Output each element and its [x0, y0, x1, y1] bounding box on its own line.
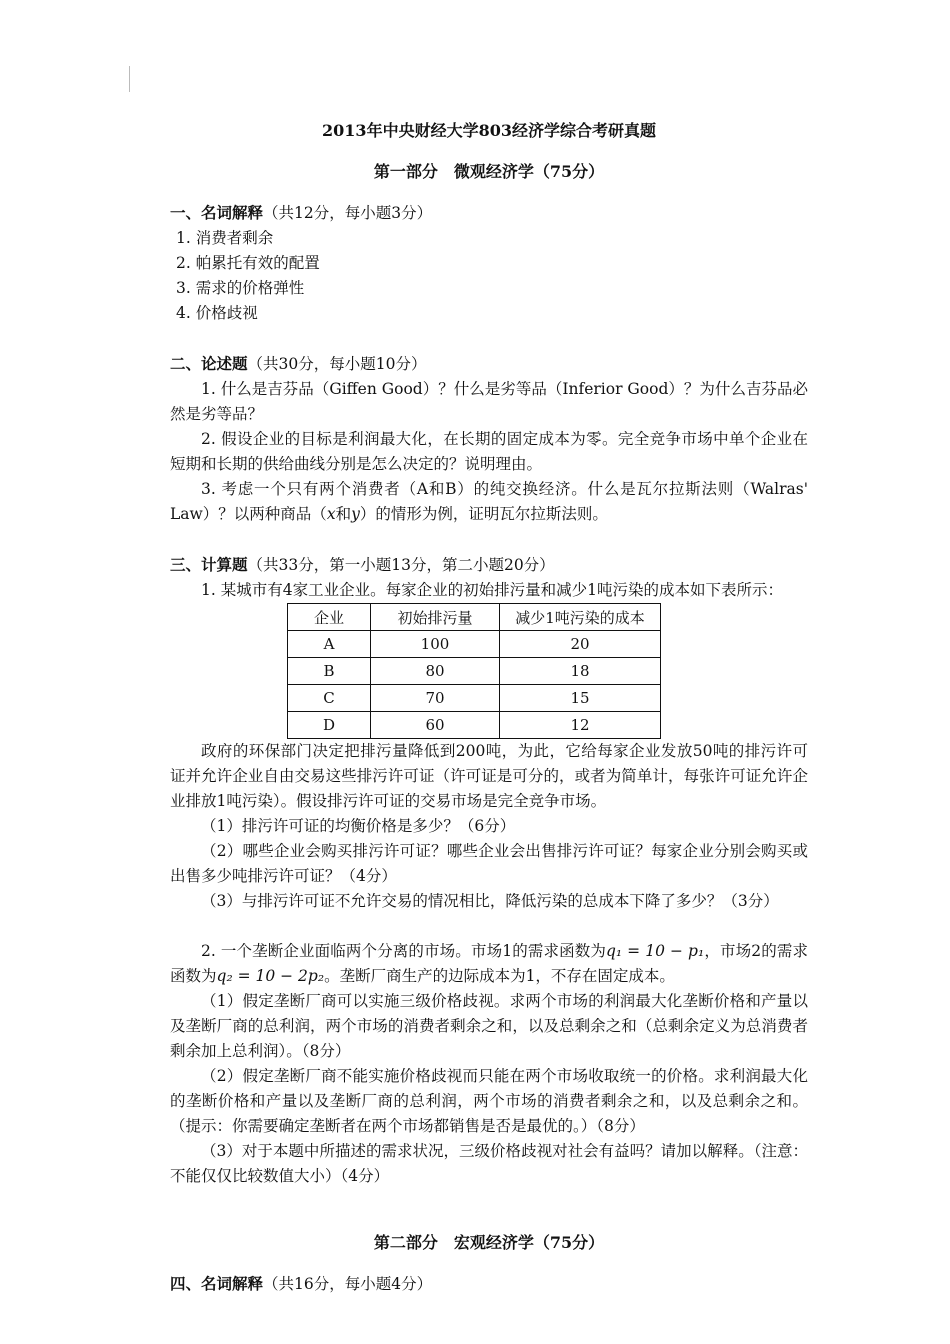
calc-question-2-text-a: 2. 一个垄断企业面临两个分离的市场。市场1的需求函数为	[201, 942, 606, 960]
calc-question-1-sub3: （3）与排污许可证不允许交易的情况相比，降低污染的总成本下降了多少？（3分）	[201, 892, 779, 910]
table-cell: 100	[371, 631, 500, 658]
calc-question-2-sub3: （3）对于本题中所描述的需求状况，三级价格歧视对社会有益吗？请加以解释。（注意：不能仅仅比较数值大小）（4分）	[170, 1142, 808, 1185]
section1-item: 1. 消费者剩余	[176, 229, 274, 247]
table-header-cell: 减少1吨污染的成本	[500, 604, 661, 631]
section1-heading	[170, 200, 808, 226]
calc-question-1-body: 政府的环保部门决定把排污量降低到200吨，为此，它给每家企业发放50吨的排污许可证并允许企业自由交易这些排污许可证（许可证是可分的，或者为简单计，每张许可证允许企业排放1吨污染）。假设排污许可证的交易市场是完全竞争市场。	[170, 742, 808, 810]
section2-heading	[170, 351, 808, 377]
calc-question-1-sub2: （2）哪些企业会购买排污许可证？哪些企业会出售排污许可证？每家企业分别会购买或出售多少吨排污许可证？（4分）	[170, 842, 808, 885]
calc-question-2-intro	[170, 939, 808, 989]
section1-item: 4. 价格歧视	[176, 304, 258, 322]
table-row	[288, 712, 661, 739]
table-cell: 18	[500, 658, 661, 685]
section2-note: （共30分，每小题10分）	[247, 355, 427, 373]
essay-question-3-text-a: 3. 考虑一个只有两个消费者（A和B）的纯交换经济。什么是瓦尔拉斯法则（Walras' Law）？以两种商品（	[170, 480, 808, 523]
section1-note: （共12分，每小题3分）	[263, 204, 433, 222]
section4-heading	[170, 1271, 808, 1297]
section3-heading-label: 三、计算题	[170, 555, 248, 574]
section4-note: （共16分，每小题4分）	[263, 1275, 433, 1293]
section3-note: （共33分，第一小题13分，第二小题20分）	[247, 556, 555, 574]
section1-item: 2. 帕累托有效的配置	[176, 254, 320, 272]
table-row	[288, 685, 661, 712]
table-header-row	[288, 604, 661, 631]
table-cell: 12	[500, 712, 661, 739]
table-cell: 60	[371, 712, 500, 739]
demand-equation-1: q₁ = 10 − p₁	[605, 942, 705, 960]
table-cell: A	[288, 631, 371, 658]
variable-x: x	[326, 505, 336, 523]
section4-heading-label: 四、名词解释	[170, 1274, 264, 1293]
essay-question-3	[170, 477, 808, 527]
essay-question-3-and: 和	[335, 505, 352, 523]
variable-y: y	[351, 505, 360, 523]
table-cell: B	[288, 658, 371, 685]
table-header-cell: 企业	[288, 604, 371, 631]
calc-question-2-text-c: 。垄断厂商生产的边际成本为1，不存在固定成本。	[324, 967, 675, 985]
margin-marker	[129, 66, 130, 92]
table-cell: 70	[371, 685, 500, 712]
calc-question-2-text-b: ，市场2的需求函数为	[170, 942, 808, 985]
table-cell: D	[288, 712, 371, 739]
table-row	[288, 658, 661, 685]
table-header-cell: 初始排污量	[371, 604, 500, 631]
pollution-table	[287, 603, 661, 739]
calc-question-2-sub2: （2）假定垄断厂商不能实施价格歧视而只能在两个市场收取统一的价格。求利润最大化的垄断价格和产量以及垄断厂商的总利润，两个市场的消费者剩余之和，以及总剩余之和。（提示：你需要确定垄断者在两个市场都销售是否是最优的。）（8分）	[170, 1067, 808, 1135]
calc-question-1-sub1: （1）排污许可证的均衡价格是多少？（6分）	[201, 817, 516, 835]
table-cell: 80	[371, 658, 500, 685]
section1-heading-label: 一、名词解释	[170, 203, 264, 222]
essay-question-1: 1. 什么是吉芬品（Giffen Good）？什么是劣等品（Inferior Good）？为什么吉芬品必然是劣等品？	[170, 380, 808, 423]
section3-heading	[170, 552, 808, 578]
document-title: 2013年中央财经大学803经济学综合考研真题	[322, 121, 656, 140]
demand-equation-2: q₂ = 10 − 2p₂	[216, 967, 325, 985]
table-cell: 15	[500, 685, 661, 712]
essay-question-2: 2. 假设企业的目标是利润最大化，在长期的固定成本为零。完全竞争市场中单个企业在短期和长期的供给曲线分别是怎么决定的？说明理由。	[170, 430, 808, 473]
essay-question-3-text-b: ）的情形为例，证明瓦尔拉斯法则。	[359, 505, 608, 523]
part1-title: 第一部分 微观经济学（75分）	[373, 162, 605, 181]
section2-heading-label: 二、论述题	[170, 354, 248, 373]
calc-question-1-intro: 1. 某城市有4家工业企业。每家企业的初始排污量和减少1吨污染的成本如下表所示：	[201, 581, 783, 599]
table-row	[288, 631, 661, 658]
section1-item: 3. 需求的价格弹性	[176, 279, 305, 297]
table-cell: C	[288, 685, 371, 712]
part2-title: 第二部分 宏观经济学（75分）	[373, 1233, 605, 1252]
exam-page	[170, 116, 808, 1297]
table-cell: 20	[500, 631, 661, 658]
calc-question-2-sub1: （1）假定垄断厂商可以实施三级价格歧视。求两个市场的利润最大化垄断价格和产量以及垄断厂商的总利润，两个市场的消费者剩余之和，以及总剩余之和（总剩余定义为总消费者剩余加上总利润）。（8分）	[170, 992, 808, 1060]
